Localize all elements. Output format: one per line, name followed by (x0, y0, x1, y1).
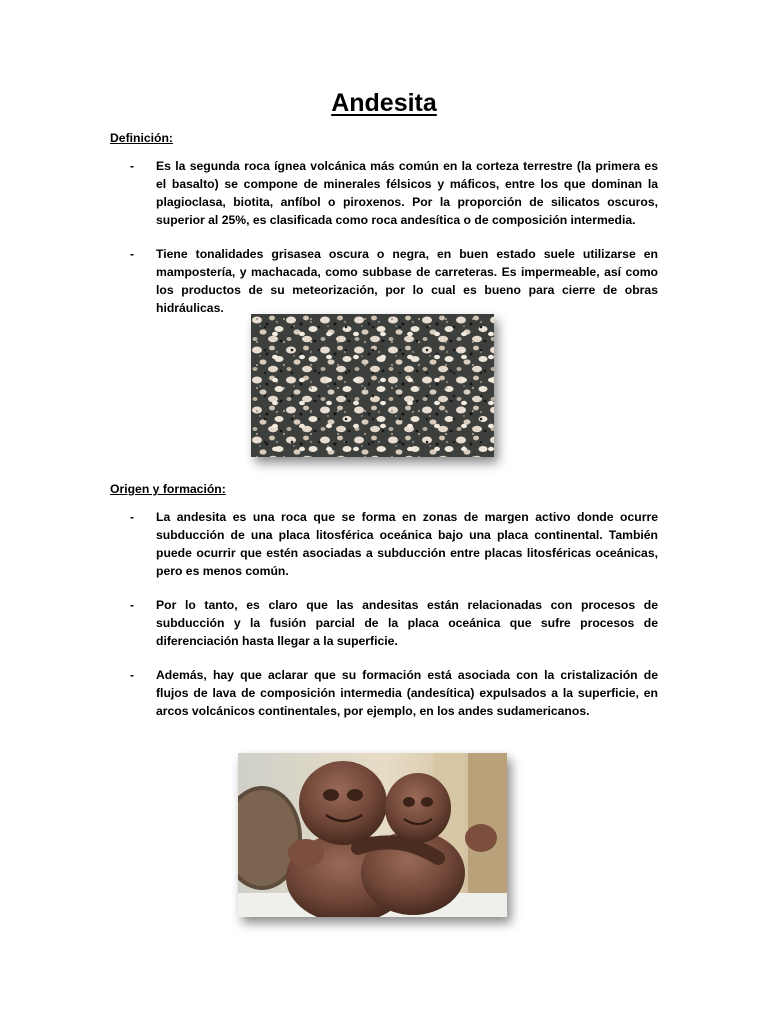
bullet-item (130, 666, 658, 720)
title-text: Andesita (331, 89, 437, 117)
document-title (0, 86, 768, 120)
bullet-dash: - (130, 668, 135, 682)
bullet-dash: - (130, 510, 135, 524)
andesite-rock-photo (251, 314, 494, 457)
bullet-text: Es la segunda roca ígnea volcánica más común en la corteza terrestre (la primera es el basalto) se compone de minerales félsicos y máficos, entre los que dominan la plagioclasa, biotita, anfíbol o piroxenos. Por la proporción de silicatos oscuros, superior al 25%, es clasificada como roca andesítica o de composición intermedia. (156, 159, 658, 227)
section-heading-origen: Origen y formación: (110, 482, 226, 496)
bullet-item (130, 508, 658, 580)
rock-texture-image (251, 314, 494, 457)
bullet-text: Por lo tanto, es claro que las andesitas están relacionadas con procesos de subducción y la fusión parcial de la placa oceánica que sufre procesos de diferenciación hasta llegar a la superficie. (156, 598, 658, 648)
bullet-dash: - (130, 159, 135, 173)
bullet-text: Tiene tonalidades grisasea oscura o negra, en buen estado suele utilizarse en mampostería, y machacada, como subbase de carreteras. Es impermeable, así como los productos de su meteorización, por lo cual es bueno para cierre de obras hidráulicas. (156, 247, 658, 315)
bullet-dash: - (130, 247, 135, 261)
bullet-item (130, 157, 658, 229)
section-heading-definicion: Definición: (110, 131, 173, 145)
bullet-text: La andesita es una roca que se forma en zonas de margen activo donde ocurre subducción de una placa litosférica oceánica bajo una placa continental. También puede ocurrir que estén asociadas a subducción entre placas litosféricas oceánicas, pero es menos común. (156, 510, 658, 578)
bullet-dash: - (130, 598, 135, 612)
bullet-text: Además, hay que aclarar que su formación está asociada con la cristalización de flujos de lava de composición intermedia (andesítica) expulsados a la superficie, en arcos volcánicos continentales, por ejemplo, en los andes sudamericanos. (156, 668, 658, 718)
monkey-sculpture-image (238, 753, 507, 917)
bullet-item (130, 245, 658, 317)
andesite-sculpture-photo (238, 753, 507, 917)
bullet-item (130, 596, 658, 650)
